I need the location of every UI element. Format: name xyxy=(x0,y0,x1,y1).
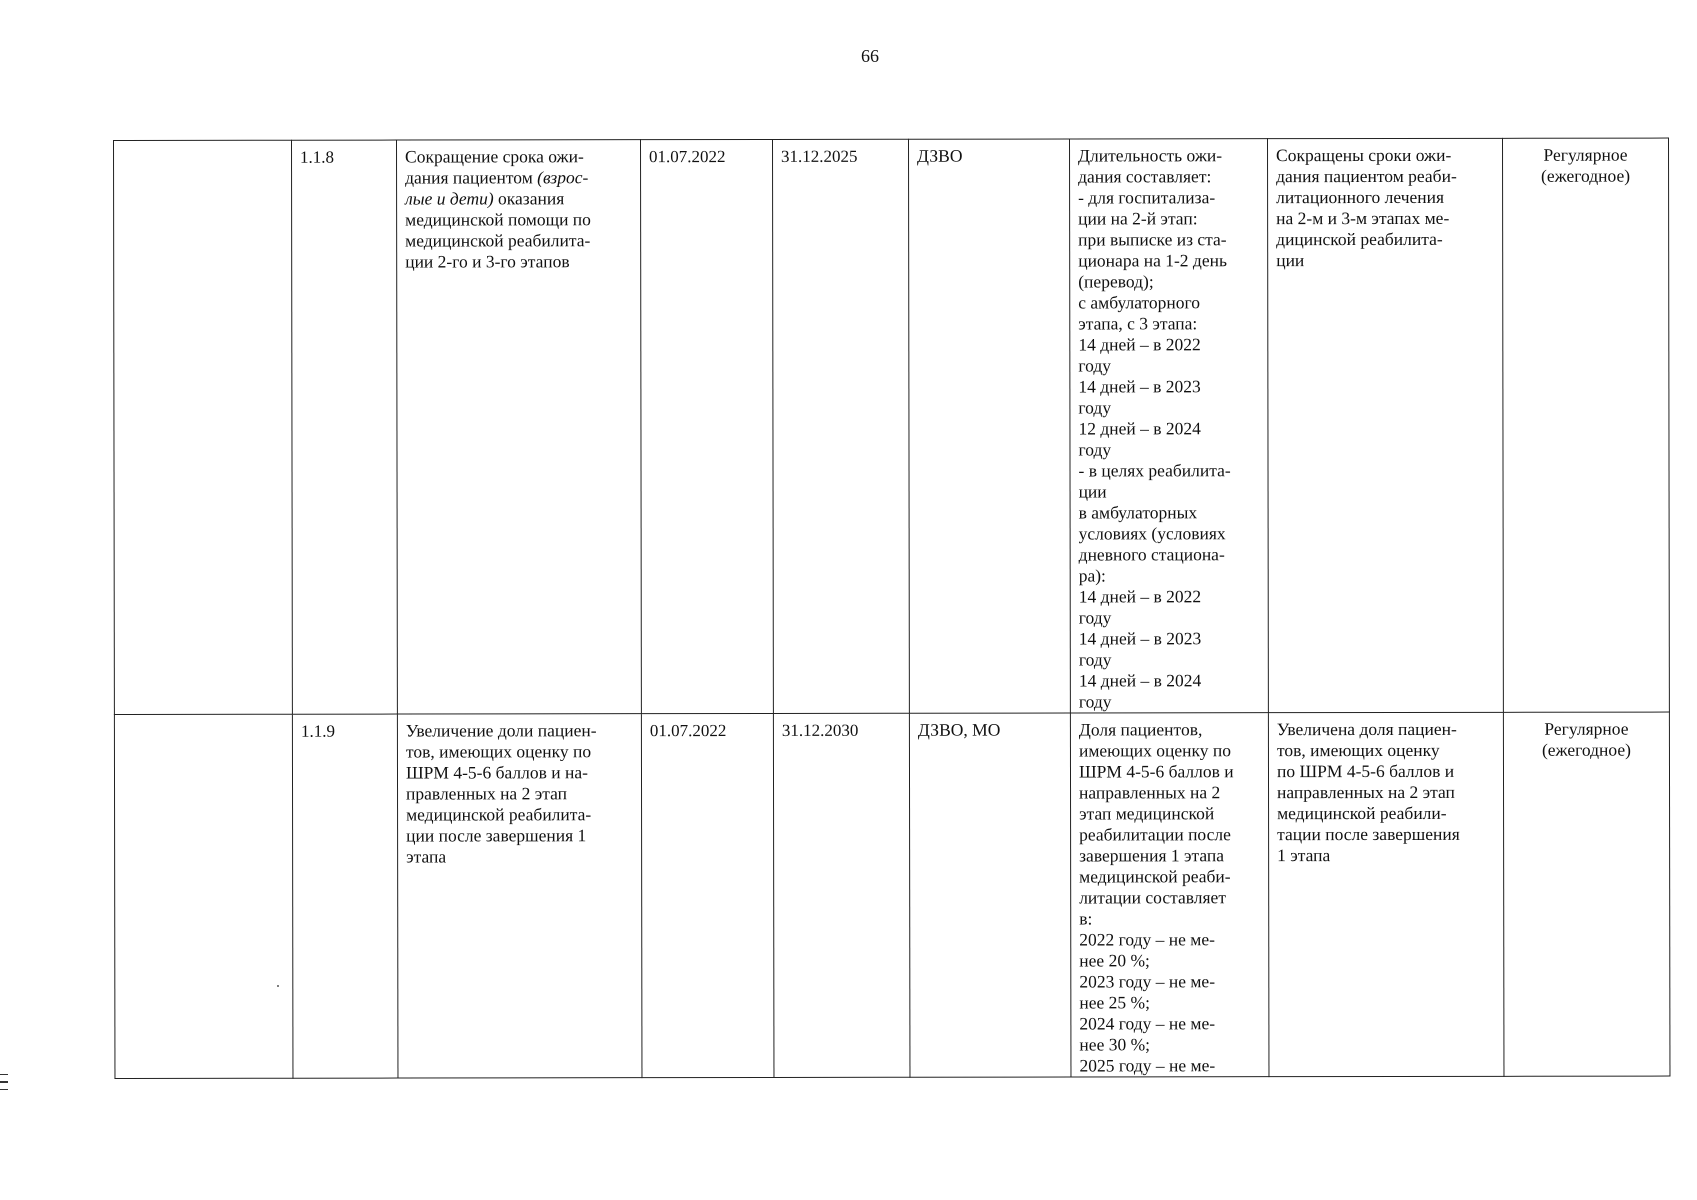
row-index: 1.1.9 xyxy=(300,721,335,741)
frequency-text: Регулярное (ежегодное) xyxy=(1541,144,1631,186)
start-date: 01.07.2022 xyxy=(649,721,727,741)
frequency-text: Регулярное (ежегодное) xyxy=(1541,718,1631,760)
result-text: Сокращены сроки ожи- дания пациентом реаби- литационного лечения на 2-м и 3-м этапах ме- дицинской реабилита- ции xyxy=(1276,144,1457,271)
section-cell xyxy=(114,140,293,714)
end-date: 31.12.2025 xyxy=(781,146,858,166)
measure-text: Увеличение доли пациен- тов, имеющих оценку по ШРМ 4-5-6 баллов и на- правленных на 2 этап медицинской реабилита- ции после завершения 1 этапа xyxy=(405,720,597,867)
row-index-cell xyxy=(292,140,398,714)
responsible-cell xyxy=(908,139,1070,713)
measure-cell xyxy=(397,140,642,714)
measure-text-italic: (взрос- лые и дети) xyxy=(405,167,589,209)
scan-mark xyxy=(0,1081,8,1082)
indicator-cell xyxy=(1070,713,1269,1077)
page-number: 66 xyxy=(861,46,879,66)
measure-text xyxy=(405,146,591,271)
row-index-cell xyxy=(292,714,398,1078)
end-date-cell xyxy=(773,713,910,1077)
table-row xyxy=(114,138,1670,714)
section-cell xyxy=(114,714,293,1078)
plan-table xyxy=(113,138,1670,1079)
start-date: 01.07.2022 xyxy=(649,147,726,167)
result-text: Увеличена доля пациен- тов, имеющих оценку по ШРМ 4-5-6 баллов и направленных на 2 этап медицинской реабили- тации после завершения 1 этапа xyxy=(1276,718,1460,866)
measure-cell xyxy=(397,714,642,1078)
measure-text-part: оказания медицинской помощи по медицинской реабилита- ции 2-го и 3-го этапов xyxy=(405,188,591,272)
responsible: ДЗВО, МО xyxy=(917,719,1001,740)
scan-mark xyxy=(0,1074,8,1075)
end-date: 31.12.2030 xyxy=(781,720,859,740)
indicator-text: Доля пациентов, имеющих оценку по ШРМ 4-5-6 баллов и направленных на 2 этап медицинской реабилитации после завершения 1 этапа медицинской реаби- литации составляет в: 2022 году – не ме- нее 20 %; 2023 году – не ме- нее 25 %; 2024 году – не ме- нее 30 %; 2025 году – не ме- xyxy=(1078,719,1234,1076)
result-cell xyxy=(1268,712,1504,1076)
responsible: ДЗВО xyxy=(917,145,963,166)
scan-margin-marks xyxy=(0,1074,8,1096)
start-date-cell xyxy=(641,713,774,1077)
row-index: 1.1.8 xyxy=(300,147,335,167)
start-date-cell xyxy=(641,139,774,713)
scan-mark xyxy=(0,1089,8,1090)
indicator-text: Длительность ожи- дания составляет: - для госпитализа- ции на 2-й этап: при выписке из ста- ционара на 1-2 день (перевод); с амбулаторного этапа, с 3 этапа: 14 дней – в 2022 году 14 дней – в 2023 году 12 дней – в 2024 году - в целях реабилита- ции в амбулаторных условиях (условиях дневного стациона- ра): 14 дней – в 2022 году 14 дней – в 2023 году 14 дней – в 2024 году xyxy=(1078,145,1231,712)
frequency-cell xyxy=(1503,712,1670,1076)
table-row xyxy=(114,712,1670,1078)
result-cell xyxy=(1267,138,1503,712)
end-date-cell xyxy=(773,139,910,713)
scan-speck xyxy=(277,985,279,987)
measure-text-part: Сокращение срока ожи- дания пациентом xyxy=(405,146,584,188)
frequency-cell xyxy=(1502,138,1669,712)
indicator-cell xyxy=(1069,139,1268,713)
responsible-cell xyxy=(909,713,1071,1077)
